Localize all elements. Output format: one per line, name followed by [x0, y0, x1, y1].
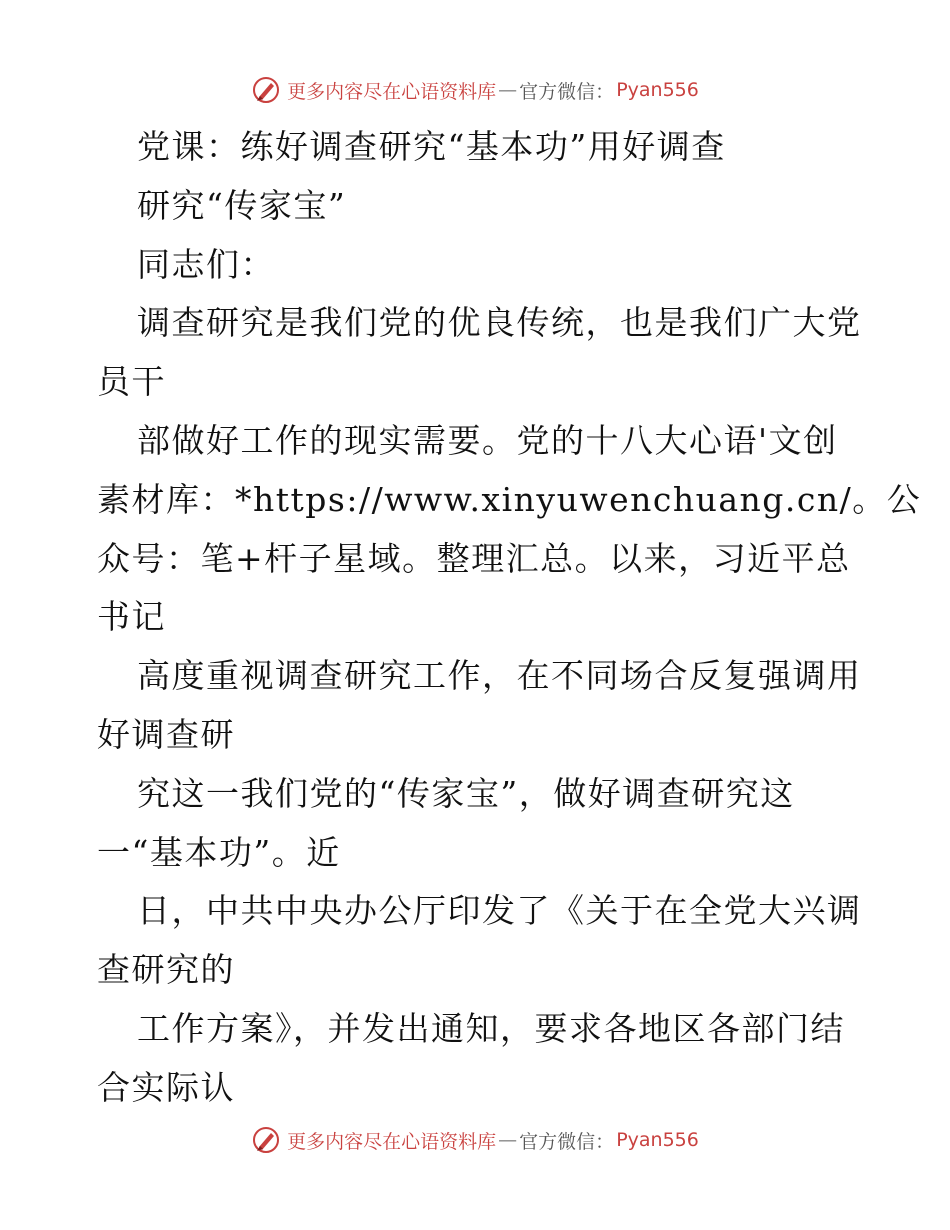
- watermark-separator: —: [498, 79, 518, 101]
- text-line: 一“基本功”。近: [97, 832, 341, 872]
- text-line: 高度重视调查研究工作，在不同场合反复强调用: [137, 656, 862, 696]
- watermark-main-text: 更多内容尽在心语资料库: [287, 1130, 497, 1153]
- text-line: 素材库：*https://www.xinyuwenchuang.cn/。公: [97, 479, 922, 519]
- text-line: 合实际认: [97, 1067, 235, 1107]
- text-line: 究这一我们党的“传家宝”，做好调查研究这: [137, 773, 795, 813]
- text-line: 好调查研: [97, 714, 235, 754]
- text-line: 众号：笔+杆子星域。整理汇总。以来，习近平总: [97, 538, 851, 578]
- text-line: 研究“传家宝”: [137, 185, 347, 225]
- pen-logo-icon: [251, 1125, 281, 1155]
- watermark-wechat-label: 官方微信：: [519, 1130, 615, 1153]
- watermark-separator: —: [498, 1129, 518, 1151]
- watermark-wechat-id: Pyan556: [616, 79, 699, 101]
- document-body: [0, 118, 950, 1118]
- text-line: 同志们：: [137, 244, 275, 284]
- text-line: 书记: [97, 597, 166, 637]
- text-line: 查研究的: [97, 950, 235, 990]
- text-line: 员干: [97, 362, 166, 402]
- watermark-wechat-label: 官方微信：: [519, 80, 615, 103]
- header-watermark: [0, 70, 950, 110]
- text-line: 日，中共中央办公厅印发了《关于在全党大兴调: [137, 891, 862, 931]
- text-line: 部做好工作的现实需要。党的十八大心语'文创: [137, 420, 838, 460]
- text-line: 党课：练好调查研究“基本功”用好调查: [137, 127, 726, 166]
- text-line: 调查研究是我们党的优良传统，也是我们广大党: [137, 303, 862, 343]
- footer-watermark: [0, 1120, 950, 1160]
- watermark-main-text: 更多内容尽在心语资料库: [287, 80, 497, 103]
- watermark-wechat-id: Pyan556: [616, 1129, 699, 1151]
- pen-logo-icon: [251, 75, 281, 105]
- text-line: 工作方案》，并发出通知，要求各地区各部门结: [137, 1008, 845, 1048]
